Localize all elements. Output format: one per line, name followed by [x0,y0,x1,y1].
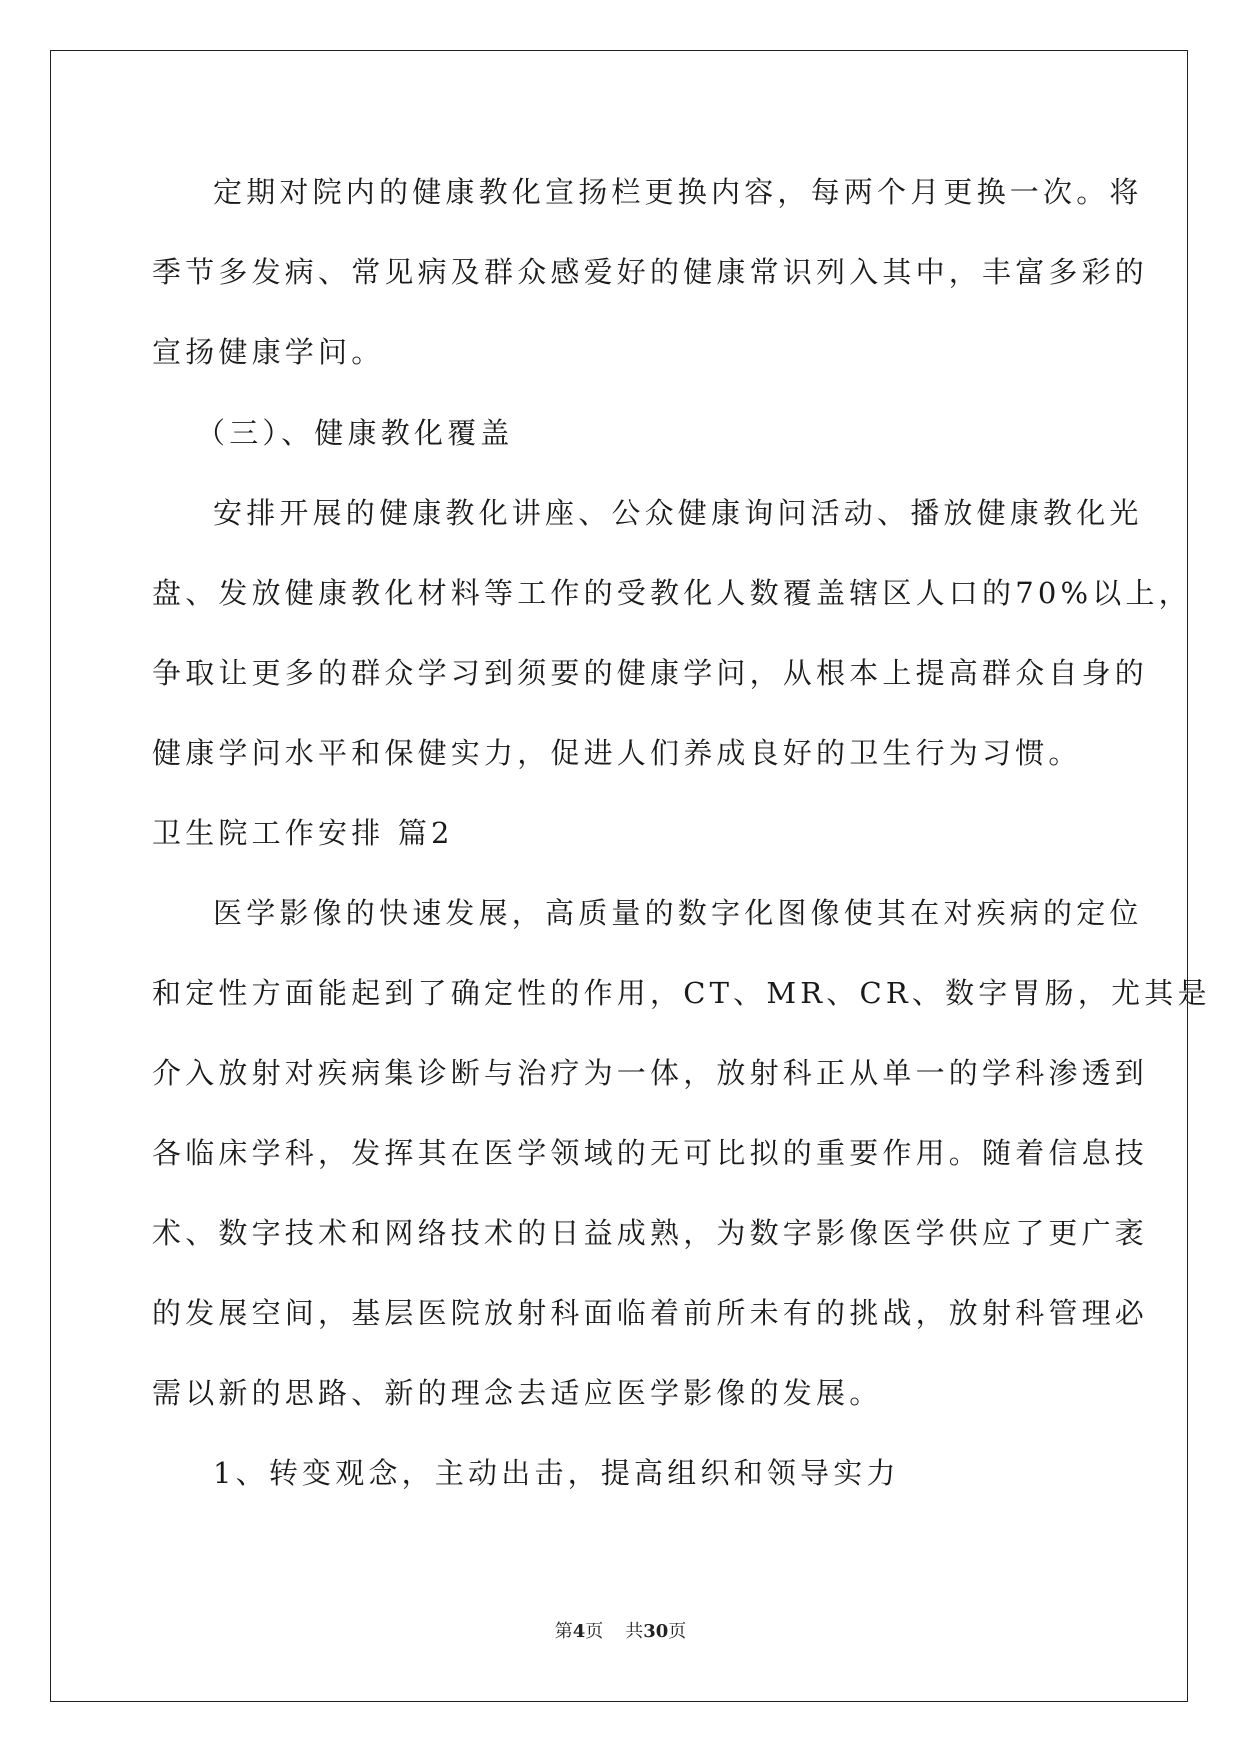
paragraph-line: 术、数字技术和网络技术的日益成熟，为数字影像医学供应了更广袤 [152,1216,1149,1250]
footer-total-suffix: 页 [668,1621,687,1642]
paragraph-line: 安排开展的健康教化讲座、公众健康询问活动、播放健康教化光 [213,496,1143,530]
numbered-heading: 1、转变观念，主动出击，提高组织和领导实力 [213,1456,900,1490]
paragraph-line: 季节多发病、常见病及群众感爱好的健康常识列入其中，丰富多彩的 [152,255,1149,289]
paragraph-line: 盘、发放健康教化材料等工作的受教化人数覆盖辖区人口的70%以上， [152,576,1192,610]
footer-page-suffix: 页 [585,1621,604,1642]
paragraph-line: 争取让更多的群众学习到须要的健康学问，从根本上提高群众自身的 [152,656,1149,690]
footer-prefix: 第 [554,1621,573,1642]
section-heading: （三）、健康教化覆盖 [196,416,514,450]
article-heading: 卫生院工作安排 篇2 [152,816,454,850]
paragraph-line: 医学影像的快速发展，高质量的数字化图像使其在对疾病的定位 [213,896,1143,930]
footer-total-prefix: 共 [625,1621,644,1642]
paragraph-line: 的发展空间，基层医院放射科面临着前所未有的挑战，放射科管理必 [152,1296,1149,1330]
current-page-number: 4 [572,1621,586,1642]
page-footer [0,1620,1241,1644]
paragraph-line: 健康学问水平和保健实力，促进人们养成良好的卫生行为习惯。 [152,736,1082,770]
paragraph-line: 宣扬健康学问。 [152,335,385,369]
paragraph-line: 定期对院内的健康教化宣扬栏更换内容，每两个月更换一次。将 [213,175,1143,209]
paragraph-line: 需以新的思路、新的理念去适应医学影像的发展。 [152,1376,883,1410]
paragraph-line: 各临床学科，发挥其在医学领域的无可比拟的重要作用。随着信息技 [152,1136,1149,1170]
paragraph-line: 和定性方面能起到了确定性的作用，CT、MR、CR、数字胃肠，尤其是 [152,976,1211,1010]
total-page-count: 30 [643,1621,669,1642]
paragraph-line: 介入放射对疾病集诊断与治疗为一体，放射科正从单一的学科渗透到 [152,1056,1149,1090]
